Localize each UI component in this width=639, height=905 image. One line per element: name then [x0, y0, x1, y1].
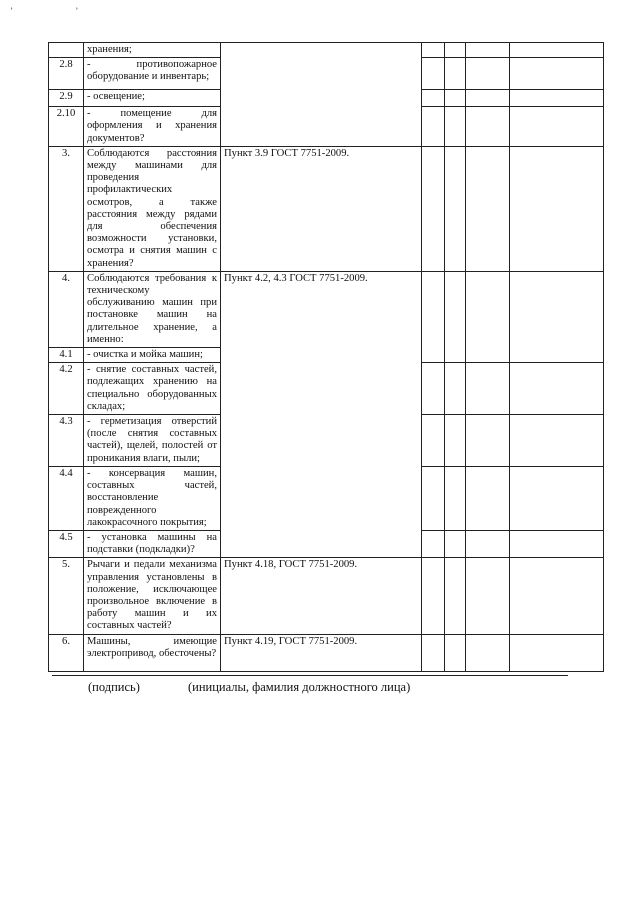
row-number: 5.: [49, 558, 84, 634]
note-cell: [510, 530, 604, 557]
answer-na-cell: [466, 271, 510, 362]
note-cell: [510, 363, 604, 415]
normative-reference: Пункт 4.18, ГОСТ 7751-2009.: [221, 558, 422, 634]
answer-no-cell: [445, 43, 466, 58]
requirement-text: Соблюдаются расстояния между машинами для проведения профилактических осмотров, а также расстояния между рядами для обеспечения возможности установки, осмотра и снятия машин с хранения?: [84, 146, 221, 271]
answer-na-cell: [466, 415, 510, 467]
answer-no-cell: [445, 558, 466, 634]
row-number: 4.: [49, 271, 84, 347]
requirement-text: - очистка и мойка машин;: [84, 348, 221, 363]
answer-na-cell: [466, 58, 510, 90]
requirement-text: - снятие составных частей, подлежащих хранению на специально оборудованных складах;: [84, 363, 221, 415]
answer-na-cell: [466, 363, 510, 415]
row-number: 4.4: [49, 466, 84, 530]
row-number: 3.: [49, 146, 84, 271]
row-number: 6.: [49, 634, 84, 671]
answer-yes-cell: [422, 58, 445, 90]
signature-caption: (подпись): [88, 680, 140, 694]
answer-na-cell: [466, 43, 510, 58]
note-cell: [510, 107, 604, 147]
requirement-text: - герметизация отверстий (после снятия составных частей), щелей, полостей от проникания влаги, пыли;: [84, 415, 221, 467]
row-number: 4.5: [49, 530, 84, 557]
answer-no-cell: [445, 466, 466, 530]
answer-yes-cell: [422, 271, 445, 362]
answer-no-cell: [445, 363, 466, 415]
requirement-text: Машины, имеющие электропривод, обесточены?: [84, 634, 221, 671]
table-row: [49, 558, 604, 634]
official-name-caption: (инициалы, фамилия должностного лица): [188, 680, 411, 694]
row-number: 4.2: [49, 363, 84, 415]
row-number: [49, 43, 84, 58]
note-cell: [510, 58, 604, 90]
note-cell: [510, 146, 604, 271]
answer-na-cell: [466, 558, 510, 634]
requirement-text: - установка машины на подставки (подкладки)?: [84, 530, 221, 557]
row-number: 4.1: [49, 348, 84, 363]
requirement-text: - помещение для оформления и хранения документов?: [84, 107, 221, 147]
note-cell: [510, 466, 604, 530]
answer-yes-cell: [422, 466, 445, 530]
answer-yes-cell: [422, 530, 445, 557]
normative-reference-cell: [221, 43, 422, 147]
note-cell: [510, 634, 604, 671]
checklist-table: [48, 42, 604, 672]
answer-yes-cell: [422, 363, 445, 415]
answer-yes-cell: [422, 146, 445, 271]
requirement-text: хранения;: [84, 43, 221, 58]
answer-no-cell: [445, 271, 466, 362]
answer-no-cell: [445, 146, 466, 271]
answer-na-cell: [466, 107, 510, 147]
answer-yes-cell: [422, 90, 445, 107]
answer-yes-cell: [422, 415, 445, 467]
answer-yes-cell: [422, 43, 445, 58]
requirement-text: - освещение;: [84, 90, 221, 107]
answer-no-cell: [445, 90, 466, 107]
answer-na-cell: [466, 146, 510, 271]
answer-yes-cell: [422, 107, 445, 147]
answer-no-cell: [445, 634, 466, 671]
table-row: [49, 43, 604, 58]
note-cell: [510, 558, 604, 634]
requirement-text: Соблюдаются требования к техническому обслуживанию машин при постановке машин на длительное хранение, а именно:: [84, 271, 221, 347]
requirement-text: - консервация машин, составных частей, восстановление поврежденного лакокрасочного покрытия;: [84, 466, 221, 530]
answer-na-cell: [466, 90, 510, 107]
answer-na-cell: [466, 530, 510, 557]
note-cell: [510, 415, 604, 467]
answer-na-cell: [466, 466, 510, 530]
answer-no-cell: [445, 415, 466, 467]
answer-no-cell: [445, 530, 466, 557]
requirement-text: - противопожарное оборудование и инвентарь;: [84, 58, 221, 90]
requirement-text: Рычаги и педали механизма управления установлены в положение, исключающее произвольное включение в работу машин и их составных частей?: [84, 558, 221, 634]
row-number: 4.3: [49, 415, 84, 467]
row-number: 2.8: [49, 58, 84, 90]
row-number: 2.9: [49, 90, 84, 107]
answer-no-cell: [445, 58, 466, 90]
table-row: [49, 271, 604, 347]
scan-marks: ʼ ʼ: [10, 6, 109, 16]
note-cell: [510, 271, 604, 362]
signature-line: [52, 675, 568, 676]
normative-reference: Пункт 4.19, ГОСТ 7751-2009.: [221, 634, 422, 671]
answer-yes-cell: [422, 634, 445, 671]
normative-reference: Пункт 3.9 ГОСТ 7751-2009.: [221, 146, 422, 271]
note-cell: [510, 90, 604, 107]
note-cell: [510, 43, 604, 58]
row-number: 2.10: [49, 107, 84, 147]
answer-na-cell: [466, 634, 510, 671]
answer-yes-cell: [422, 558, 445, 634]
normative-reference: Пункт 4.2, 4.3 ГОСТ 7751-2009.: [221, 271, 422, 557]
answer-no-cell: [445, 107, 466, 147]
table-row: [49, 146, 604, 271]
table-row: [49, 634, 604, 671]
